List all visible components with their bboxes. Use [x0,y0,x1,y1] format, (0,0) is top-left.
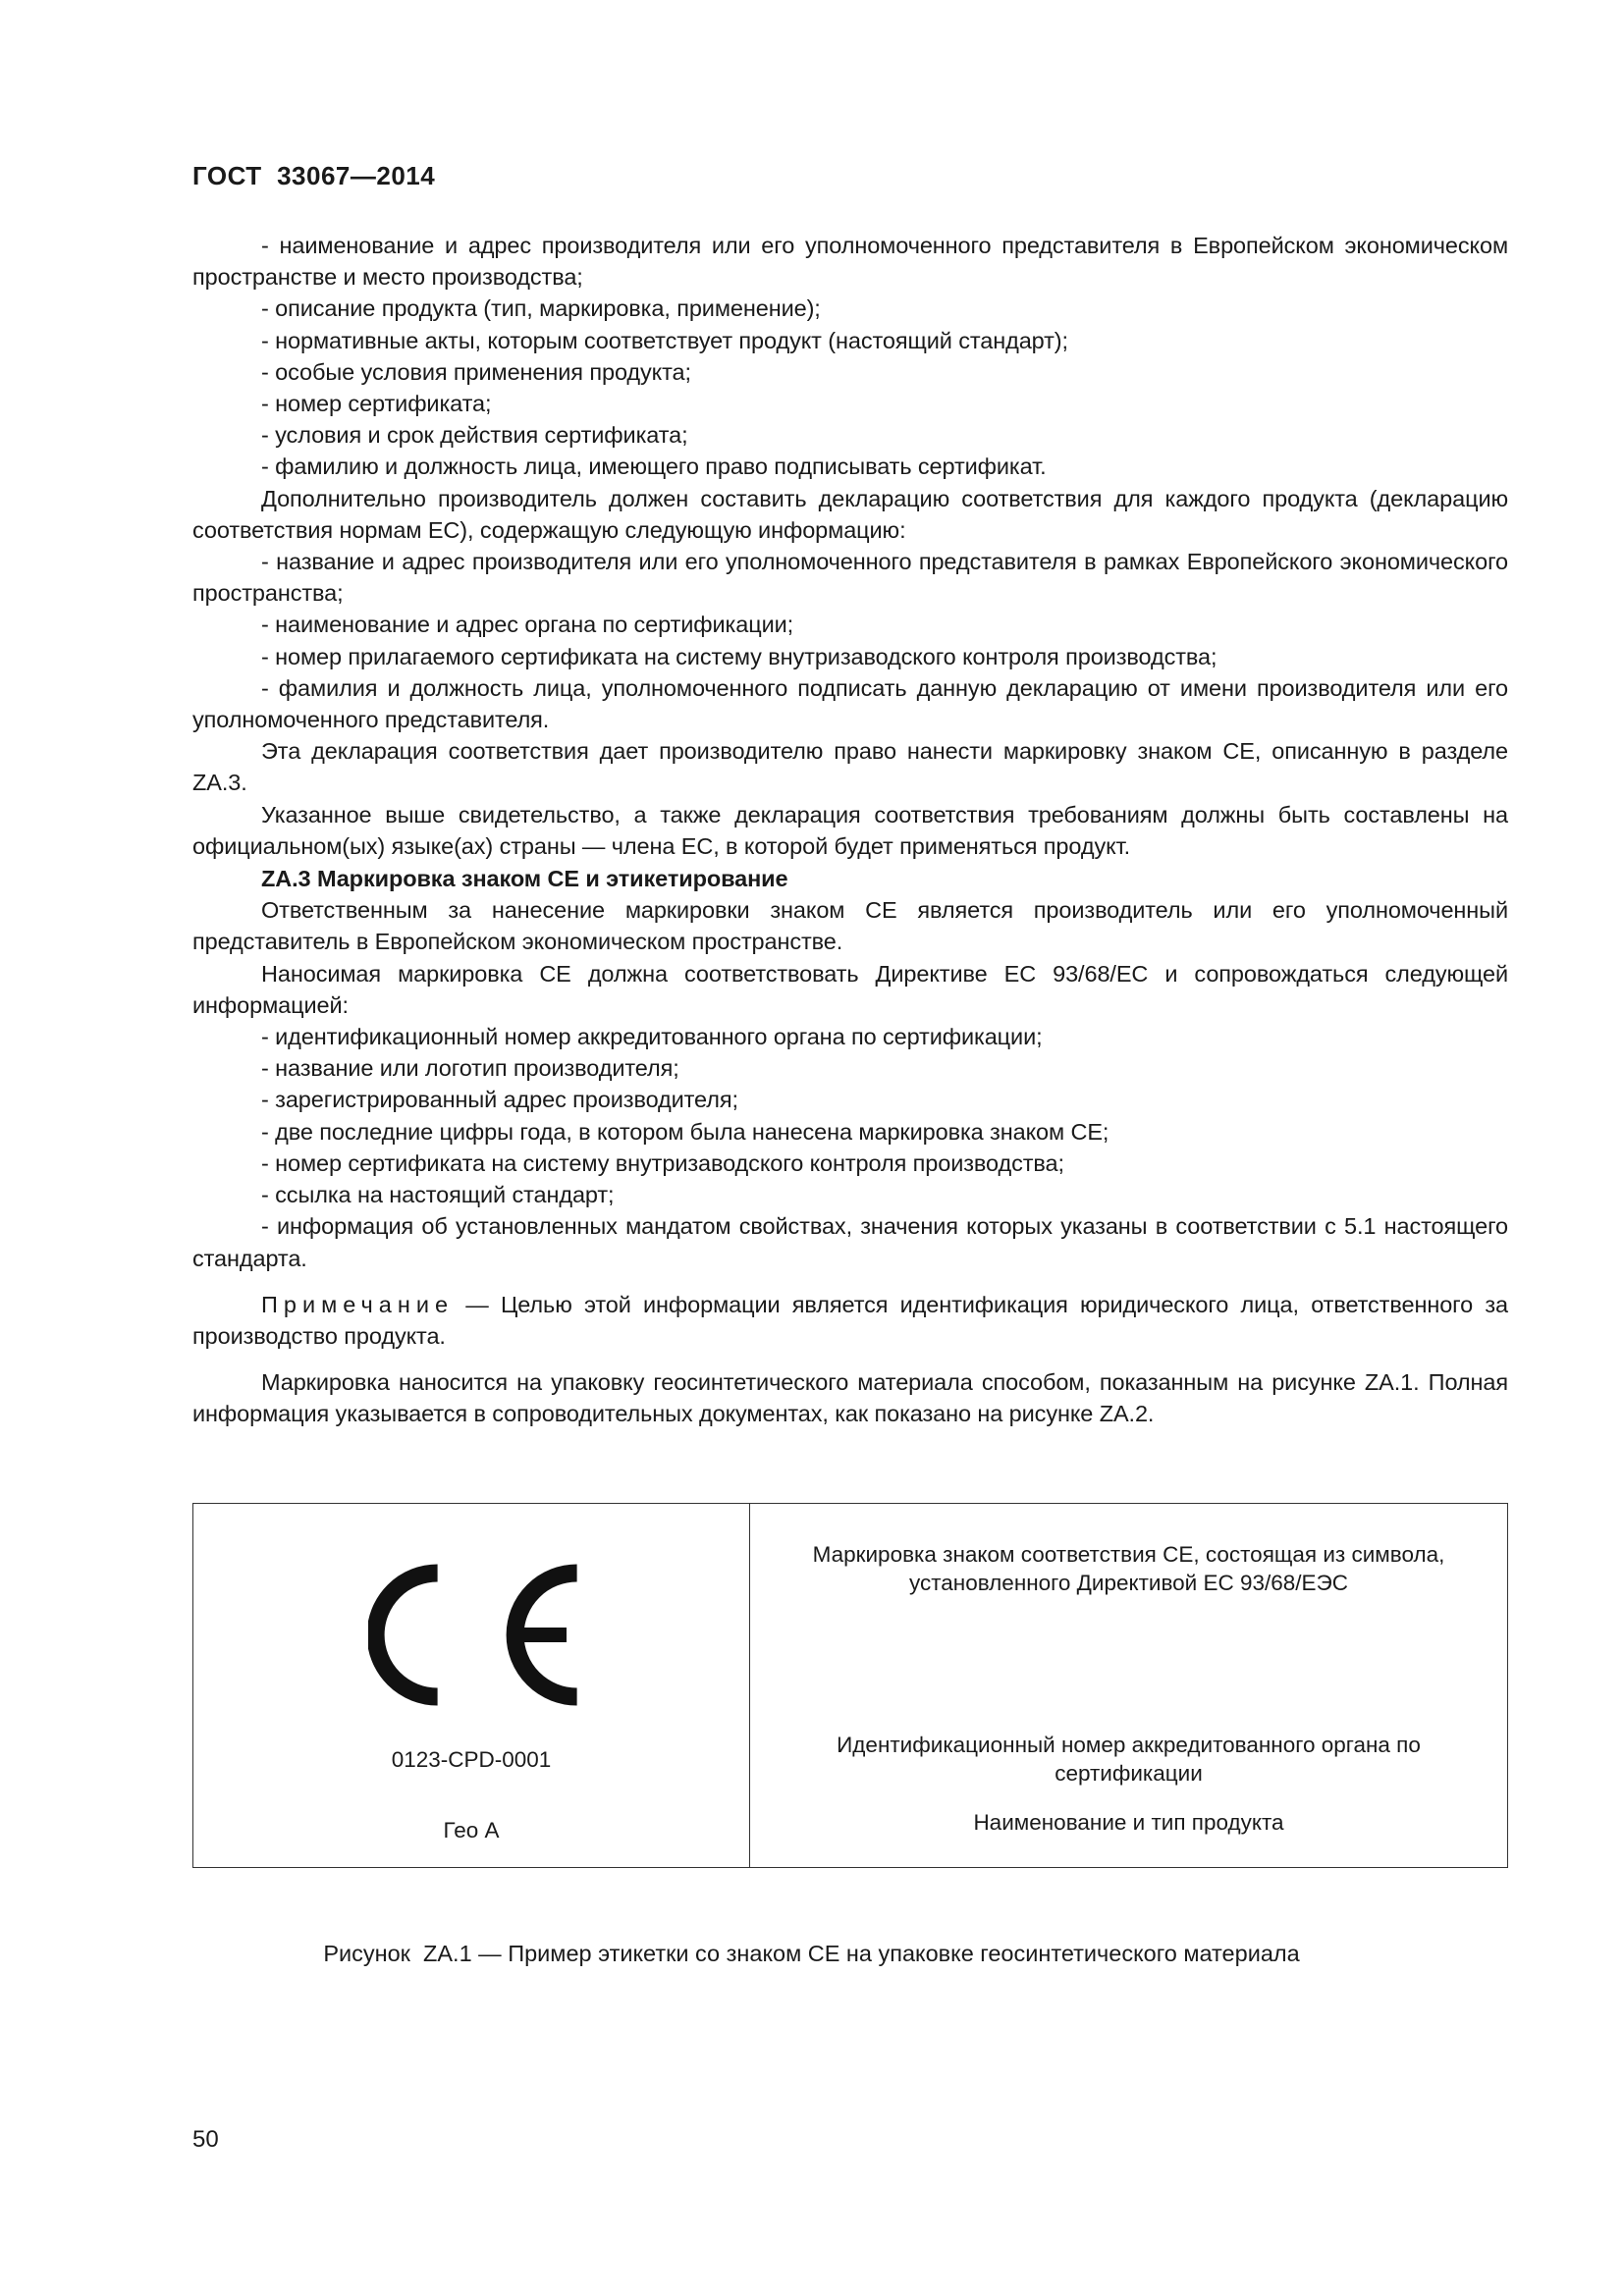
list-item: - описание продукта (тип, маркировка, применение); [261,295,821,322]
document-header: ГОСТ 33067—2014 [192,161,436,190]
note-label: Примечание [261,1291,455,1317]
section-heading: ZA.3 Маркировка знаком СЕ и этикетирование [261,866,788,892]
list-item: - ссылка на настоящий стандарт; [261,1182,615,1208]
list-item: - условия и срок действия сертификата; [261,422,688,449]
list-item: - наименование и адрес производителя или его уполномоченного представителя в Европейском экономическом пространстве и место производства; [192,233,1508,291]
list-item: - фамилию и должность лица, имеющего право подписывать сертификат. [261,454,1047,480]
list-item: - номер сертификата; [261,391,492,417]
list-item: - информация об установленных мандатом свойствах, значения которых указаны в соответствии с 5.1 настоящего стандарта. [192,1213,1508,1271]
list-item: - номер прилагаемого сертификата на систему внутризаводского контроля производства; [261,643,1217,669]
paragraph: Дополнительно производитель должен составить декларацию соответствия для каждого продукта (декларацию соответствия нормам ЕС), содержащую следующую информацию: [192,485,1508,543]
list-item: - особые условия применения продукта; [261,358,691,385]
figure-caption: Рисунок ZA.1 — Пример этикетки со знаком СЕ на упаковке геосинтетического материала [323,1941,1300,1966]
list-item: - фамилия и должность лица, уполномоченного подписать данную декларацию от имени производителя или его уполномоченного представителя. [192,674,1508,733]
figure-right-cell [750,1504,1507,1867]
list-item: - номер сертификата на систему внутризаводского контроля производства; [261,1149,1064,1176]
list-item: - название или логотип производителя; [261,1055,679,1082]
figure-label-table [192,1503,1508,1868]
page-number: 50 [192,2126,219,2153]
list-item: - нормативные акты, которым соответствует продукт (настоящий стандарт); [261,327,1068,353]
paragraph: Наносимая маркировка СЕ должна соответствовать Директиве ЕС 93/68/ЕС и сопровождаться следующей информацией: [192,960,1508,1018]
list-item: - зарегистрированный адрес производителя; [261,1087,738,1113]
product-description: Наименование и тип продукта [973,1810,1284,1835]
list-item: - наименование и адрес органа по сертификации; [261,612,794,638]
paragraph: Маркировка наносится на упаковку геосинтетического материала способом, показанным на рисунке ZA.1. Полная информация указывается в сопроводительных документах, как показано на рисунке ZA.2. [192,1369,1508,1427]
ce-mark-icon [368,1555,588,1715]
paragraph: Ответственным за нанесение маркировки знаком СЕ является производитель или его уполномоченный представитель в Европейском экономическом пространстве. [192,897,1508,955]
figure-left-cell [193,1504,750,1867]
product-name: Гео А [443,1818,500,1842]
list-item: - две последние цифры года, в котором была нанесена маркировка знаком СЕ; [261,1118,1109,1145]
paragraph: Эта декларация соответствия дает производителю право нанести маркировку знаком СЕ, описанную в разделе ZA.3. [192,738,1508,796]
ce-mark-description: Маркировка знаком соответствия СЕ, состоящая из символа, установленного Директивой ЕС 93/68/ЕЭС [812,1542,1445,1595]
list-item: - название и адрес производителя или его уполномоченного представителя в рамках Европейского экономического пространства; [192,549,1508,607]
paragraph: Указанное выше свидетельство, а также декларация соответствия требованиям должны быть составлены на официальном(ых) языке(ах) страны — члена ЕС, в которой будет применяться продукт. [192,801,1508,859]
id-number-description: Идентификационный номер аккредитованного органа по сертификации [837,1733,1421,1786]
cert-number: 0123-CPD-0001 [391,1747,552,1772]
note [192,1289,1508,1352]
list-item: - идентификационный номер аккредитованного органа по сертификации; [261,1024,1043,1050]
note-text: — Целью этой информации является идентификация юридического лица, ответственного за производство продукта. [192,1291,1508,1349]
document-body [192,230,1508,1430]
